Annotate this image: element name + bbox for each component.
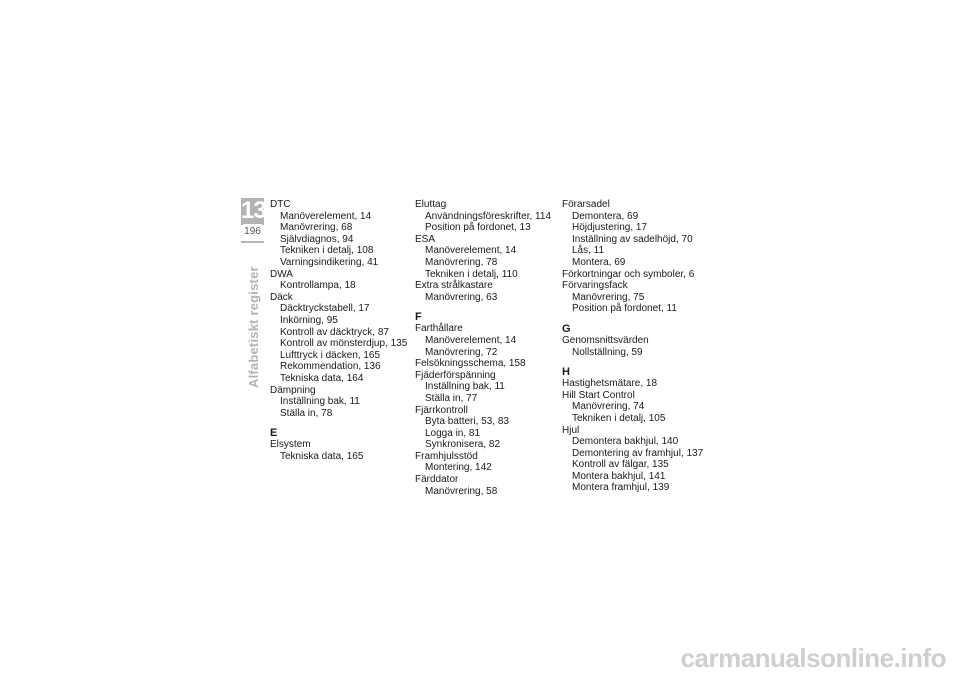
index-subentry: Manöverelement, 14: [425, 245, 517, 257]
index-entry: [415, 280, 551, 303]
index-subentry: Inkörning, 95: [280, 314, 338, 326]
index-term: Förvaringsfack: [562, 280, 628, 292]
index-entry: [415, 358, 551, 370]
index-subentry: Nollställning, 59: [572, 346, 643, 358]
section-rule: [241, 241, 264, 243]
chapter-divider: [243, 224, 262, 225]
index-subentry: Inställning av sadelhöjd, 70: [572, 233, 693, 245]
index-subentry: Logga in, 81: [425, 427, 481, 439]
index-subentry: Manövrering, 78: [425, 256, 498, 268]
index-subentry: Däcktryckstabell, 17: [280, 303, 370, 315]
index-term: ESA: [415, 233, 436, 245]
index-subentry: Kontroll av fälgar, 135: [572, 459, 669, 471]
index-entry: [270, 292, 407, 385]
index-subentry: Tekniken i detalj, 108: [280, 245, 374, 257]
index-letter-heading: G: [562, 322, 571, 335]
index-subentry: Manövrering, 58: [425, 485, 498, 497]
index-term: Felsökningsschema, 158: [415, 358, 526, 370]
index-subentry: Montera bakhjul, 141: [572, 470, 666, 482]
index-term: Farthållare: [415, 323, 463, 335]
index-subentry: Demontering av framhjul, 137: [572, 447, 704, 459]
chapter-tab: [241, 198, 264, 225]
index-entry: [562, 280, 703, 315]
index-letter-heading: F: [415, 311, 422, 324]
index-term: Genomsnittsvärden: [562, 334, 649, 346]
index-entry: [415, 323, 551, 358]
index-subentry: Montera framhjul, 139: [572, 482, 670, 494]
page-number: 196: [244, 226, 261, 237]
index-subentry: Höjdjustering, 17: [572, 222, 648, 234]
index-entry: [415, 199, 551, 234]
index-subentry: Lufttryck i däcken, 165: [280, 349, 381, 361]
chapter-number: 13: [241, 197, 266, 224]
index-subentry: Kontroll av mönsterdjup, 135: [280, 338, 408, 350]
index-column-1: [270, 199, 407, 462]
index-subentry: Varningsindikering, 41: [280, 256, 379, 268]
index-term: Förkortningar och symboler, 6: [562, 268, 695, 280]
index-entry: [270, 385, 407, 420]
index-subentry: Självdiagnos, 94: [280, 233, 354, 245]
index-subentry: Ställa in, 77: [425, 392, 478, 404]
index-term: Färddator: [415, 474, 459, 486]
index-term: DTC: [270, 199, 291, 210]
index-subentry: Position på fordonet, 11: [572, 303, 677, 315]
watermark: carmanualsonline.info: [680, 643, 946, 673]
index-entry: [562, 378, 703, 390]
index-term: Dämpning: [270, 384, 316, 396]
index-term: Hjul: [562, 424, 580, 436]
index-letter-heading: E: [270, 427, 278, 440]
index-subentry: Demontera, 69: [572, 210, 639, 222]
index-entry: [415, 451, 551, 474]
index-term: Framhjulsstöd: [415, 450, 478, 462]
index-subentry: Manövrering, 75: [572, 291, 645, 303]
index-column-3: [562, 199, 703, 494]
index-entry: [270, 269, 407, 292]
index-subentry: Kontrollampa, 18: [280, 280, 356, 292]
index-subentry: Position på fordonet, 13: [425, 222, 531, 234]
index-term: Hastighetsmätare, 18: [562, 378, 658, 390]
index-term: Hill Start Control: [562, 389, 635, 401]
index-term: Extra strålkastare: [415, 280, 493, 292]
index-subentry: Manövrering, 74: [572, 401, 645, 413]
index-subentry: Byta batteri, 53, 83: [425, 416, 509, 428]
index-subentry: Tekniska data, 164: [280, 372, 364, 384]
index-subentry: Montering, 142: [425, 462, 492, 474]
index-subentry: Manövrering, 63: [425, 291, 498, 303]
index-term: Förarsadel: [562, 199, 610, 210]
index-term: DWA: [270, 268, 293, 280]
index-subentry: Manövrering, 72: [425, 346, 498, 358]
index-term: Fjärrkontroll: [415, 404, 468, 416]
index-entry: [562, 390, 703, 425]
index-subentry: Tekniken i detalj, 110: [425, 268, 518, 280]
index-subentry: Synkronisera, 82: [425, 439, 501, 451]
index-subentry: Demontera bakhjul, 140: [572, 436, 679, 448]
index-subentry: Manöverelement, 14: [425, 334, 517, 346]
index-entry: [562, 199, 703, 269]
index-subentry: Inställning bak, 11: [280, 396, 360, 408]
index-subentry: Tekniska data, 165: [280, 450, 364, 462]
index-subentry: Lås, 11: [572, 245, 605, 257]
index-term: Fjäderförspänning: [415, 369, 496, 381]
index-entry: [270, 439, 407, 462]
chapter-title: Alfabetiskt register: [246, 266, 261, 388]
index-subentry: Inställning bak, 11: [425, 381, 505, 393]
index-subentry: Användningsföreskrifter, 114: [425, 210, 552, 222]
index-entry: [415, 370, 551, 405]
index-subentry: Manövrering, 68: [280, 222, 353, 234]
index-entry: [415, 474, 551, 497]
index-entry: [415, 405, 551, 451]
index-term: Elsystem: [270, 439, 311, 451]
index-entry: [562, 425, 703, 495]
index-entry: [562, 335, 703, 358]
index-subentry: Tekniken i detalj, 105: [572, 412, 666, 424]
index-subentry: Ställa in, 78: [280, 407, 333, 419]
index-subentry: Montera, 69: [572, 256, 626, 268]
index-term: Däck: [270, 291, 293, 303]
index-subentry: Manöverelement, 14: [280, 210, 372, 222]
index-column-2: [415, 199, 551, 497]
index-entry: [270, 199, 407, 269]
index-term: Eluttag: [415, 199, 447, 210]
index-subentry: Rekommendation, 136: [280, 361, 381, 373]
index-entry: [415, 234, 551, 280]
index-subentry: Kontroll av däcktryck, 87: [280, 326, 389, 338]
index-letter-heading: H: [562, 366, 570, 379]
index-entry: [562, 269, 703, 281]
